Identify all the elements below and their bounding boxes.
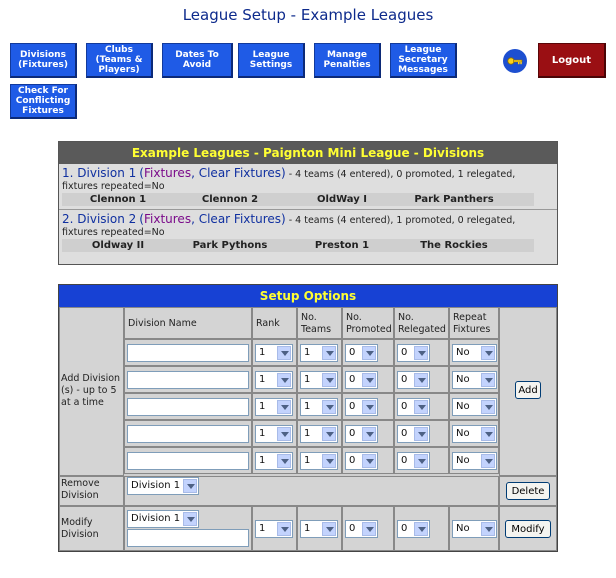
fixtures-link[interactable]: Fixtures	[143, 166, 192, 180]
select-value: 1	[259, 455, 266, 466]
add-division-name-input[interactable]	[127, 398, 249, 416]
select-value: 1	[259, 347, 266, 358]
add-division-name-input[interactable]	[127, 371, 249, 389]
chevron-down-icon	[481, 522, 495, 536]
header-no-promoted: No. Promoted	[346, 312, 392, 335]
add-button[interactable]: Add	[515, 381, 541, 399]
add-relegated-select[interactable]	[397, 344, 430, 362]
add-division-name-input[interactable]	[127, 344, 249, 362]
manage-penalties-button[interactable]: Manage Penalties	[314, 43, 381, 78]
modify-division-value: Division 1	[131, 513, 181, 524]
select-value: 1	[304, 374, 311, 385]
select-value: 1	[304, 523, 311, 534]
select-value: 1	[304, 455, 311, 466]
chevron-down-icon	[322, 373, 336, 387]
chevron-down-icon	[362, 522, 376, 536]
delete-button[interactable]: Delete	[506, 482, 550, 500]
division-info: - 4 teams (4 entered), 0 promoted, 1 relegated,	[288, 169, 516, 180]
chevron-down-icon	[362, 346, 376, 360]
modify-promoted-select[interactable]	[345, 520, 378, 538]
chevron-down-icon	[481, 427, 495, 441]
modify-teams-select[interactable]	[300, 520, 338, 538]
remove-division-select[interactable]	[127, 477, 199, 495]
chevron-down-icon	[414, 522, 428, 536]
page-title: League Setup - Example Leagues	[182, 6, 434, 24]
header-repeat-fixtures: Repeat Fixtures	[453, 312, 491, 335]
chevron-down-icon	[183, 479, 197, 493]
select-value: 0	[349, 428, 356, 439]
division-info-repeat: fixtures repeated=No	[62, 227, 165, 238]
add-promoted-select[interactable]	[345, 425, 378, 443]
chevron-down-icon	[414, 454, 428, 468]
header-division-name: Division Name	[128, 318, 197, 329]
division-block: 2. Division 2 (Fixtures, Clear Fixtures) - 4 teams (4 entered), 1 promoted, 0 relegated, fixtures repeated=No Oldway II Park Pythons Preston 1 The Rockies	[59, 210, 557, 252]
divisions-panel-title: Example Leagues - Paignton Mini League - Divisions	[59, 142, 557, 164]
select-value: No	[456, 347, 470, 358]
chevron-down-icon	[277, 346, 291, 360]
division-block: 1. Division 1 (Fixtures, Clear Fixtures) - 4 teams (4 entered), 0 promoted, 1 relegated, fixtures repeated=No Clennon 1 Clennon 2 OldWay I Park Panthers	[59, 164, 557, 206]
setup-options-panel	[58, 284, 558, 552]
select-value: 0	[401, 347, 408, 358]
add-rank-select[interactable]	[255, 398, 293, 416]
team-name: OldWay I	[317, 194, 367, 205]
chevron-down-icon	[362, 373, 376, 387]
header-no-teams: No. Teams	[301, 312, 332, 335]
team-name: Clennon 1	[89, 194, 147, 205]
team-name: Oldway II	[91, 240, 145, 251]
add-repeat-select[interactable]	[452, 425, 497, 443]
select-value: 0	[349, 401, 356, 412]
chevron-down-icon	[481, 373, 495, 387]
add-division-name-input[interactable]	[127, 425, 249, 443]
add-repeat-select[interactable]	[452, 344, 497, 362]
add-relegated-select[interactable]	[397, 452, 430, 470]
add-division-label: Add Division (s) - up to 5 at a time	[61, 373, 121, 408]
add-teams-select[interactable]	[300, 398, 338, 416]
remove-division-label: Remove Division	[61, 478, 100, 501]
chevron-down-icon	[322, 522, 336, 536]
fixtures-link[interactable]: Fixtures	[143, 212, 192, 226]
chevron-down-icon	[277, 522, 291, 536]
chevron-down-icon	[481, 400, 495, 414]
add-promoted-select[interactable]	[345, 452, 378, 470]
add-teams-select[interactable]	[300, 425, 338, 443]
team-list	[62, 193, 534, 206]
clubs-teams-players-button[interactable]: Clubs (Teams & Players)	[86, 43, 153, 78]
logout-button[interactable]: Logout	[538, 43, 606, 78]
select-value: 1	[259, 401, 266, 412]
select-value: 1	[304, 428, 311, 439]
chevron-down-icon	[322, 427, 336, 441]
add-teams-select[interactable]	[300, 371, 338, 389]
select-value: 0	[401, 523, 408, 534]
add-promoted-select[interactable]	[345, 371, 378, 389]
division-name: 1. Division 1	[62, 166, 137, 180]
chevron-down-icon	[183, 512, 197, 526]
team-name: Park Panthers	[414, 194, 494, 205]
divisions-panel	[58, 141, 558, 265]
chevron-down-icon	[362, 454, 376, 468]
league-settings-button[interactable]: League Settings	[238, 43, 305, 78]
select-value: 0	[401, 401, 408, 412]
chevron-down-icon	[322, 346, 336, 360]
chevron-down-icon	[481, 346, 495, 360]
add-relegated-select[interactable]	[397, 425, 430, 443]
select-value: 0	[401, 455, 408, 466]
key-icon[interactable]	[503, 49, 527, 73]
division-name: 2. Division 2	[62, 212, 137, 226]
chevron-down-icon	[322, 454, 336, 468]
check-conflicting-fixtures-button[interactable]: Check For Conflicting Fixtures	[10, 84, 77, 119]
add-relegated-select[interactable]	[397, 398, 430, 416]
select-value: 1	[304, 347, 311, 358]
division-info: - 4 teams (4 entered), 1 promoted, 0 relegated,	[288, 215, 516, 226]
select-value: 0	[401, 428, 408, 439]
setup-options-title: Setup Options	[59, 285, 557, 307]
add-promoted-select[interactable]	[345, 344, 378, 362]
dates-to-avoid-button[interactable]: Dates To Avoid	[162, 43, 233, 78]
league-secretary-messages-button[interactable]: League Secretary Messages	[390, 43, 457, 78]
modify-relegated-select[interactable]	[397, 520, 430, 538]
chevron-down-icon	[414, 400, 428, 414]
select-value: 0	[349, 455, 356, 466]
select-value: No	[456, 455, 470, 466]
select-value: No	[456, 401, 470, 412]
select-value: 0	[401, 374, 408, 385]
select-value: No	[456, 428, 470, 439]
team-name: Clennon 2	[201, 194, 259, 205]
add-teams-select[interactable]	[300, 452, 338, 470]
chevron-down-icon	[277, 400, 291, 414]
division-info-repeat: fixtures repeated=No	[62, 181, 165, 192]
clear-fixtures-link[interactable]: Clear Fixtures	[198, 166, 281, 180]
modify-division-select[interactable]	[127, 510, 199, 528]
add-rank-select[interactable]	[255, 344, 293, 362]
add-repeat-select[interactable]	[452, 398, 497, 416]
add-rank-select[interactable]	[255, 371, 293, 389]
select-value: 0	[349, 347, 356, 358]
team-list	[62, 239, 534, 252]
team-name: Park Pythons	[192, 240, 268, 251]
select-value: 1	[259, 428, 266, 439]
modify-button[interactable]: Modify	[505, 520, 551, 538]
chevron-down-icon	[414, 427, 428, 441]
chevron-down-icon	[277, 454, 291, 468]
team-name: Preston 1	[314, 240, 370, 251]
divisions-fixtures-button[interactable]: Divisions (Fixtures)	[10, 43, 77, 78]
header-no-relegated: No. Relegated	[398, 312, 446, 335]
chevron-down-icon	[414, 373, 428, 387]
select-value: 1	[259, 374, 266, 385]
add-teams-select[interactable]	[300, 344, 338, 362]
add-rank-select[interactable]	[255, 452, 293, 470]
chevron-down-icon	[362, 400, 376, 414]
modify-division-label: Modify Division	[61, 517, 99, 540]
select-value: 1	[304, 401, 311, 412]
remove-division-value: Division 1	[131, 480, 181, 491]
add-rank-select[interactable]	[255, 425, 293, 443]
chevron-down-icon	[481, 454, 495, 468]
clear-fixtures-link[interactable]: Clear Fixtures	[198, 212, 281, 226]
add-division-name-input[interactable]	[127, 452, 249, 470]
modify-rank-select[interactable]	[255, 520, 293, 538]
select-value: No	[456, 374, 470, 385]
chevron-down-icon	[277, 427, 291, 441]
chevron-down-icon	[414, 346, 428, 360]
add-promoted-select[interactable]	[345, 398, 378, 416]
select-value: 0	[349, 523, 356, 534]
modify-division-name-input[interactable]	[127, 529, 249, 547]
modify-repeat-select[interactable]	[452, 520, 497, 538]
select-value: 0	[349, 374, 356, 385]
chevron-down-icon	[362, 427, 376, 441]
header-rank: Rank	[256, 318, 280, 329]
select-value: No	[456, 523, 470, 534]
add-repeat-select[interactable]	[452, 371, 497, 389]
chevron-down-icon	[322, 400, 336, 414]
select-value: 1	[259, 523, 266, 534]
add-repeat-select[interactable]	[452, 452, 497, 470]
chevron-down-icon	[277, 373, 291, 387]
team-name: The Rockies	[420, 240, 488, 251]
add-relegated-select[interactable]	[397, 371, 430, 389]
